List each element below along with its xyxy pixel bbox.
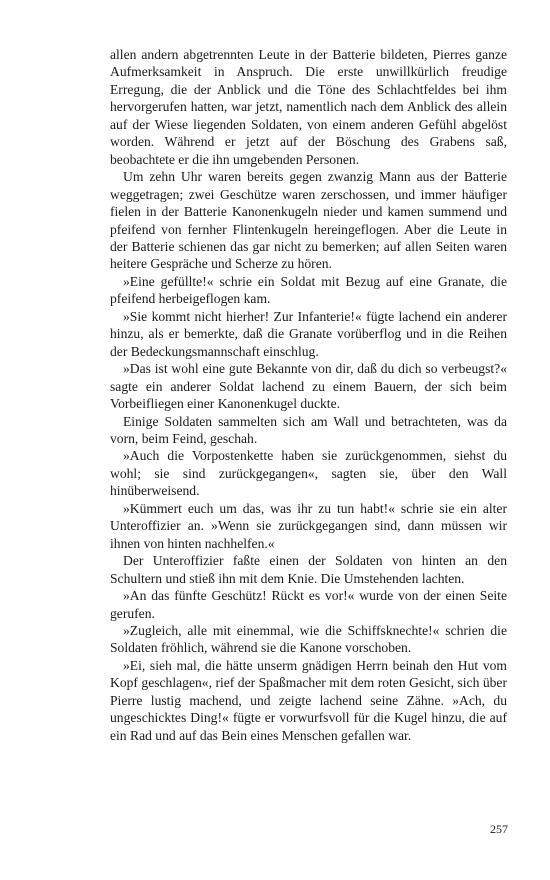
body-text bbox=[110, 46, 507, 744]
paragraph: »Eine gefüllte!« schrie ein Soldat mit Bezug auf eine Granate, die pfeifend herbeigeflogen kam. bbox=[110, 273, 507, 307]
paragraph: »Zugleich, alle mit einemmal, wie die Schiffsknechte!« schrien die Soldaten fröhlich, während sie die Kanone vorschoben. bbox=[110, 622, 507, 656]
paragraph: »Das ist wohl eine gute Bekannte von dir, daß du dich so verbeugst?« sagte ein anderer Soldat lachend zu einem Bauern, der sich beim Vorbeifliegen einer Kanonenkugel duckte. bbox=[110, 361, 507, 412]
paragraph: »Sie kommt nicht hierher! Zur Infanterie!« fügte lachend ein anderer hinzu, als er bemerkte, daß die Granate vorüberflog und in die Reihen der Bedeckungsmannschaft einschlug. bbox=[110, 308, 507, 359]
paragraph: Einige Soldaten sammelten sich am Wall und betrachteten, was da vorn, beim Feind, geschah. bbox=[110, 413, 507, 446]
paragraph: »Auch die Vorpostenkette haben sie zurückgenommen, siehst du wohl; sie sind zurückgegangen«, sagten sie, über den Wall hinüberweisend. bbox=[110, 448, 507, 499]
paragraph: Um zehn Uhr waren bereits gegen zwanzig Mann aus der Batterie weggetragen; zwei Geschütze waren zerschossen, und immer häufiger fielen in der Batterie Kanonenkugeln nieder und kamen summend und pfeifend von fernher Flintenkugeln hereingeflogen. Aber die Leute in der Batterie schienen das gar nicht zu bemerken; auf allen Seiten waren heitere Gespräche und Scherze zu hören. bbox=[110, 169, 507, 272]
paragraph: »Ei, sieh mal, die hätte unserm gnädigen Herrn beinah den Hut vom Kopf geschlagen«, rief der Spaßmacher mit dem roten Gesicht, sich über Pierre lustig machend, und zeigte lachend seine Zähne. »Ach, du ungeschicktes Ding!« fügte er vorwurfsvoll für die Kugel hinzu, die auf ein Rad und auf das Bein eines Menschen gefallen war. bbox=[110, 657, 507, 743]
paragraph: allen andern abgetrennten Leute in der Batterie bildeten, Pierres ganze Aufmerksamkeit in Anspruch. Die erste unwillkürlich freudige Erregung, die der Anblick und die Töne des Schlachtfeldes bei ihm hervorgerufen hatten, war jetzt, namentlich nach dem Anblick des allein auf der Wiese liegenden Soldaten, von einem anderen Gefühl abgelöst worden. Während er jetzt auf der Böschung des Grabens saß, beobachtete er die ihn umgebenden Personen. bbox=[110, 47, 507, 167]
paragraph: »Kümmert euch um das, was ihr zu tun habt!« schrie sie ein alter Unteroffizier an. »Wenn sie zurückgegangen sind, dann müssen wir ihnen von hinten nachhelfen.« bbox=[110, 500, 507, 551]
paragraph: »An das fünfte Geschütz! Rückt es vor!« wurde von der einen Seite gerufen. bbox=[110, 588, 507, 621]
page-number: 257 bbox=[490, 822, 508, 836]
paragraph: Der Unteroffizier faßte einen der Soldaten von hinten an den Schultern und stieß ihn mit dem Knie. Die Umstehenden lachten. bbox=[110, 553, 507, 586]
